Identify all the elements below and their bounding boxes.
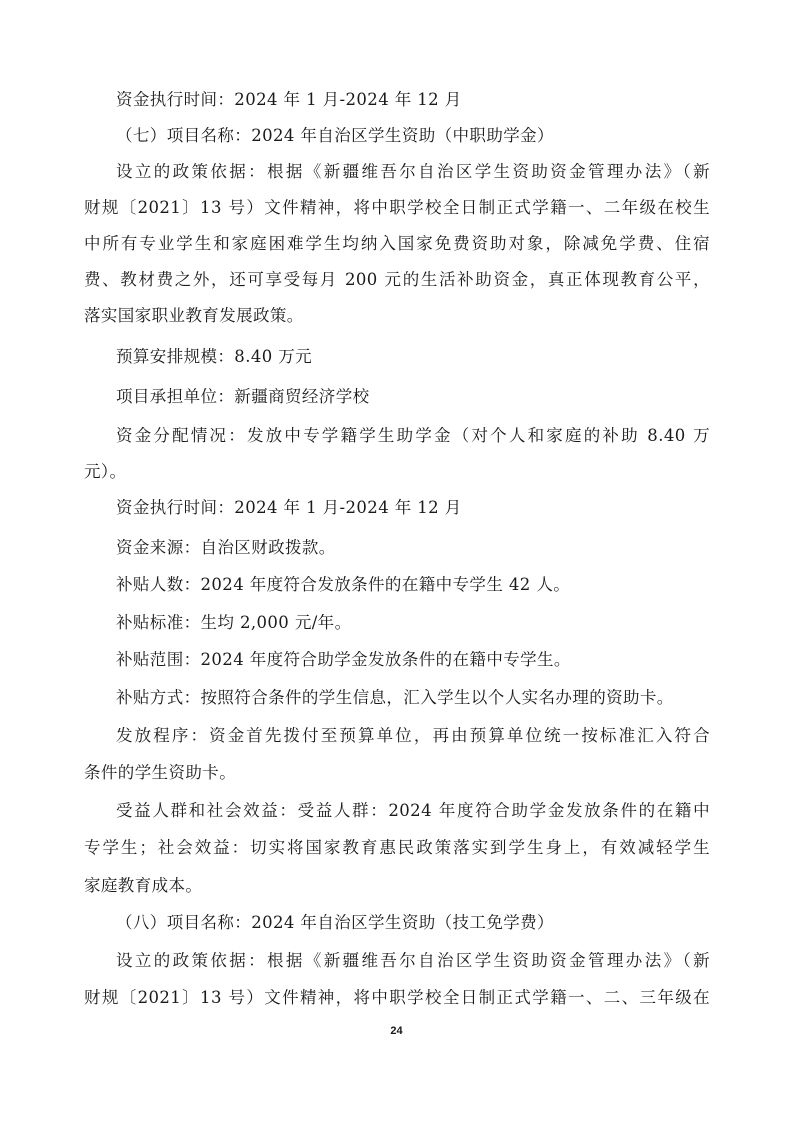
section-heading: （七）项目名称：2024 年自治区学生资助（中职助学金） — [116, 126, 554, 145]
text-line: 预算安排规模：8.40 万元 — [116, 347, 313, 366]
text-line: 元）。 — [84, 462, 127, 481]
text-line: 费、教材费之外，还可享受每月 200 元的生活补助资金，真正体现教育公平， — [84, 270, 710, 289]
text-line: 项目承担单位：新疆商贸经济学校 — [116, 387, 370, 406]
text-line: 资金分配情况：发放中专学籍学生助学金（对个人和家庭的补助 8.40 万 — [116, 426, 710, 445]
text-line: 补贴人数：2024 年度符合发放条件的在籍中专学生 42 人。 — [116, 575, 571, 594]
text-line: 资金来源：自治区财政拨款。 — [116, 538, 336, 557]
text-line: 补贴方式：按照符合条件的学生信息，汇入学生以个人实名办理的资助卡。 — [116, 688, 674, 707]
text-line: 设立的政策依据：根据《新疆维吾尔自治区学生资助资金管理办法》（新 — [116, 162, 710, 181]
page-number: 24 — [390, 1025, 403, 1037]
text-line: 设立的政策依据：根据《新疆维吾尔自治区学生资助资金管理办法》（新 — [116, 951, 710, 970]
text-line: 条件的学生资助卡。 — [84, 763, 237, 782]
text-line: 资金执行时间：2024 年 1 月-2024 年 12 月 — [116, 90, 462, 109]
text-line: 财规〔2021〕13 号）文件精神，将中职学校全日制正式学籍一、二年级在校生 — [84, 198, 710, 217]
text-line: 资金执行时间：2024 年 1 月-2024 年 12 月 — [116, 498, 462, 517]
text-line: 中所有专业学生和家庭困难学生均纳入国家免费资助对象，除减免学费、住宿 — [84, 234, 710, 253]
section-heading: （八）项目名称：2024 年自治区学生资助（技工免学费） — [116, 913, 554, 932]
text-line: 受益人群和社会效益：受益人群：2024 年度符合助学金发放条件的在籍中 — [116, 801, 710, 820]
text-line: 补贴范围：2024 年度符合助学金发放条件的在籍中专学生。 — [116, 650, 571, 669]
text-line: 专学生；社会效益：切实将国家教育惠民政策落实到学生身上，有效减轻学生 — [84, 838, 710, 857]
text-line: 财规〔2021〕13 号）文件精神，将中职学校全日制正式学籍一、二、三年级在 — [84, 988, 710, 1007]
text-line: 补贴标准：生均 2,000 元/年。 — [116, 613, 352, 632]
text-line: 家庭教育成本。 — [84, 876, 203, 895]
text-line: 落实国家职业教育发展政策。 — [84, 306, 304, 325]
text-line: 发放程序：资金首先拨付至预算单位，再由预算单位统一按标准汇入符合 — [116, 726, 710, 745]
